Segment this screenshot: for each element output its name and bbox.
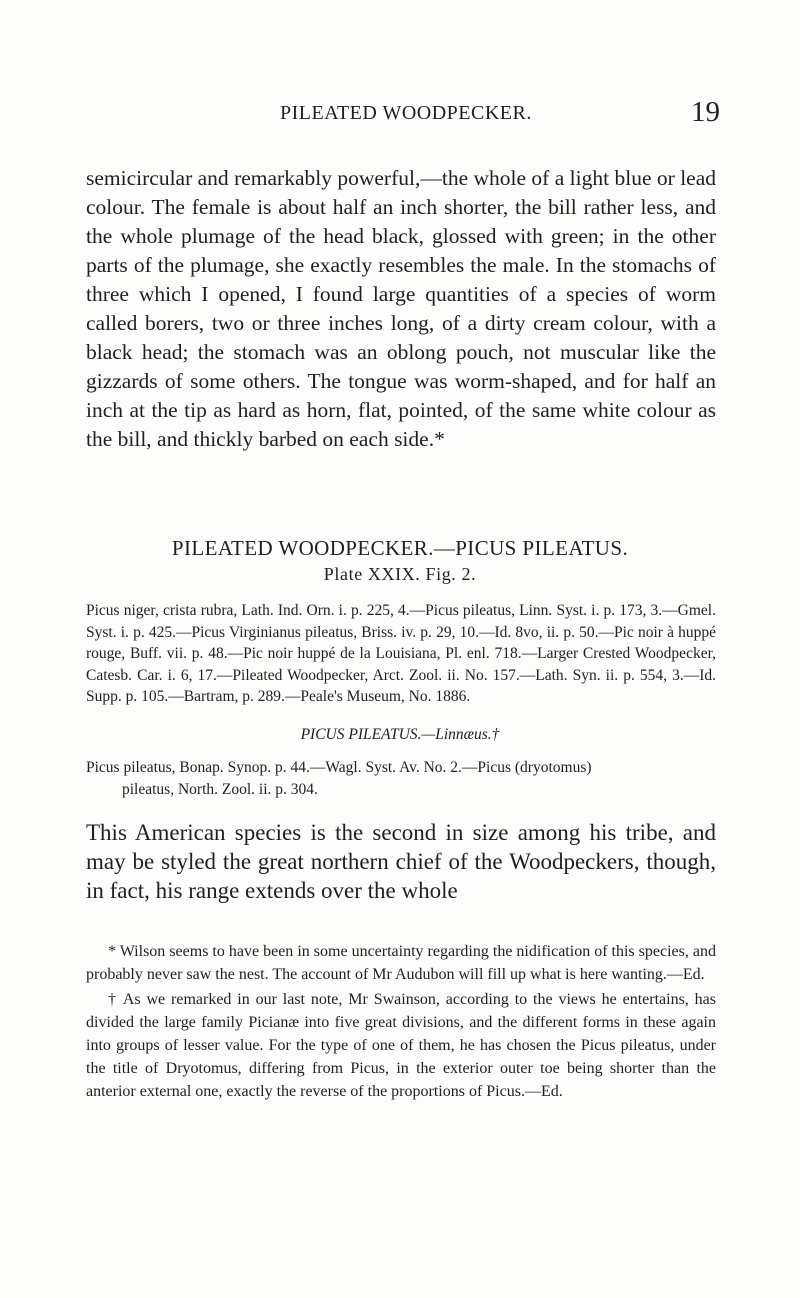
synonymy-paragraph-2 bbox=[86, 757, 716, 801]
plate-reference: Plate XXIX. Fig. 2. bbox=[323, 564, 477, 584]
section-heading: PILEATED WOODPECKER.—PICUS PILEATUS. bbox=[171, 536, 629, 560]
synonymy-2-line-1: Picus pileatus, Bonap. Synop. p. 44.—Wagl. Syst. Av. No. 2.—Picus (dryotomus) bbox=[86, 759, 592, 776]
running-head-title: PILEATED WOODPECKER. bbox=[280, 102, 532, 124]
body-paragraph-1: semicircular and remarkably powerful,—the whole of a light blue or lead colour. The female is about half an inch shorter, the bill rather less, and the whole plumage of the head black, glossed with green; in the other parts of the plumage, she exactly resembles the male. In the stomachs of three which I opened, I found large quantities of a species of worm called borers, two or three inches long, of a dirty cream colour, with a black head; the stomach was an oblong pouch, not muscular like the gizzards of some others. The tongue was worm-shaped, and for half an inch at the tip as hard as horn, flat, pointed, of the same white colour as the bill, and thickly barbed on each side.* bbox=[86, 166, 716, 451]
synonymy-2-line-2: pileatus, North. Zool. ii. p. 304. bbox=[122, 781, 318, 798]
footnote-1: * Wilson seems to have been in some uncertainty regarding the nidification of this species, and probably never saw the nest. The account of Mr Audubon will fill up what is here wanting.—Ed. bbox=[86, 943, 716, 983]
running-head bbox=[0, 96, 800, 136]
footnote-2: † As we remarked in our last note, Mr Swainson, according to the views he entertains, has divided the large family Picianæ into five great divisions, and the different forms in these again into groups of lesser value. For the type of one of them, he has chosen the Picus pileatus, under the title of Dryotomus, differing from Picus, in the exterior outer toe being shorter than the anterior external one, exactly the reverse of the proportions of Picus.—Ed. bbox=[86, 991, 716, 1100]
synonymy-paragraph: Picus niger, crista rubra, Lath. Ind. Orn. i. p. 225, 4.—Picus pileatus, Linn. Syst. i. p. 173, 3.—Gmel. Syst. i. p. 425.—Picus Virginianus pileatus, Briss. iv. p. 29, 10.—Id. 8vo, ii. p. 50.—Pic noir à huppé rouge, Buff. vii. p. 48.—Pic noir huppé de la Louisiana, Pl. enl. 718.—Larger Crested Woodpecker, Catesb. Car. i. 6, 17.—Pileated Woodpecker, Arct. Zool. ii. No. 157.—Lath. Syn. ii. p. 554, 3.—Id. Supp. p. 105.—Bartram, p. 289.—Peale's Museum, No. 1886. bbox=[86, 602, 716, 705]
footnotes bbox=[86, 940, 716, 1103]
species-name-line: PICUS PILEATUS.—Linnæus.† bbox=[300, 726, 500, 743]
body-paragraph-2: This American species is the second in size among his tribe, and may be styled the great northern chief of the Woodpeckers, though, in fact, his range extends over the whole bbox=[86, 820, 716, 903]
page-number: 19 bbox=[691, 96, 720, 128]
